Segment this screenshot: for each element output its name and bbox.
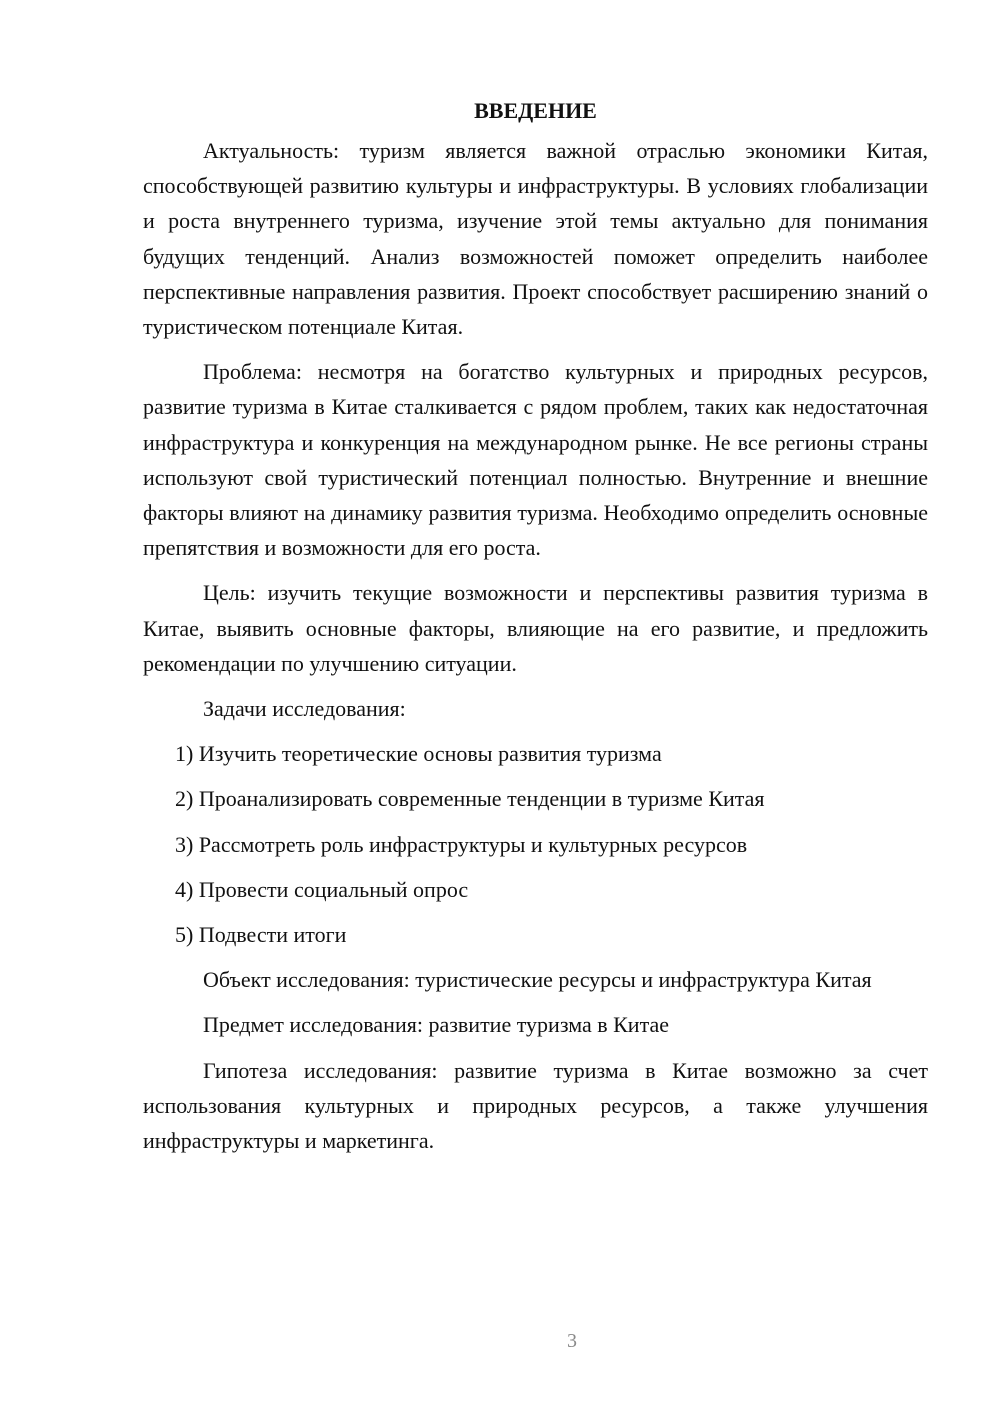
paragraph-relevance: Актуальность: туризм является важной отраслью экономики Китая, способствующей развитию культуры и инфраструктуры. В условиях глобализации и роста внутреннего туризма, изучение этой темы актуально для понимания будущих тенденций. Анализ возможностей поможет определить наиболее перспективные направления развития. Проект способствует расширению знаний о туристическом потенциале Китая. [143, 138, 928, 340]
tasks-heading: Задачи исследования: [203, 696, 406, 722]
task-item-2: 2) Проанализировать современные тенденции в туризме Китая [175, 786, 765, 812]
paragraph-hypothesis: Гипотеза исследования: развитие туризма в Китае возможно за счет использования культурных и природных ресурсов, а также улучшения инфраструктуры и маркетинга. [143, 1057, 928, 1154]
section-title: ВВЕДЕНИЕ [474, 98, 597, 123]
page-number: 3 [567, 1330, 577, 1352]
paragraph-problem: Проблема: несмотря на богатство культурных и природных ресурсов, развитие туризма в Китае сталкивается с рядом проблем, таких как недостаточная инфраструктура и конкуренция на международном рынке. Не все регионы страны используют свой туристический потенциал полностью. Внутренние и внешние факторы влияют на динамику развития туризма. Необходимо определить основные препятствия и возможности для его роста. [143, 359, 928, 561]
paragraph-subject: Предмет исследования: развитие туризма в Китае [203, 1012, 669, 1038]
paragraph-goal: Цель: изучить текущие возможности и перспективы развития туризма в Китае, выявить основные факторы, влияющие на его развитие, и предложить рекомендации по улучшению ситуации. [143, 580, 928, 676]
document-page [143, 93, 928, 1158]
task-item-3: 3) Рассмотреть роль инфраструктуры и культурных ресурсов [175, 831, 748, 857]
task-item-5: 5) Подвести итоги [175, 922, 347, 948]
task-item-4: 4) Провести социальный опрос [175, 876, 469, 902]
task-item-1: 1) Изучить теоретические основы развития туризма [175, 741, 662, 767]
paragraph-object: Объект исследования: туристические ресурсы и инфраструктура Китая [203, 967, 872, 993]
